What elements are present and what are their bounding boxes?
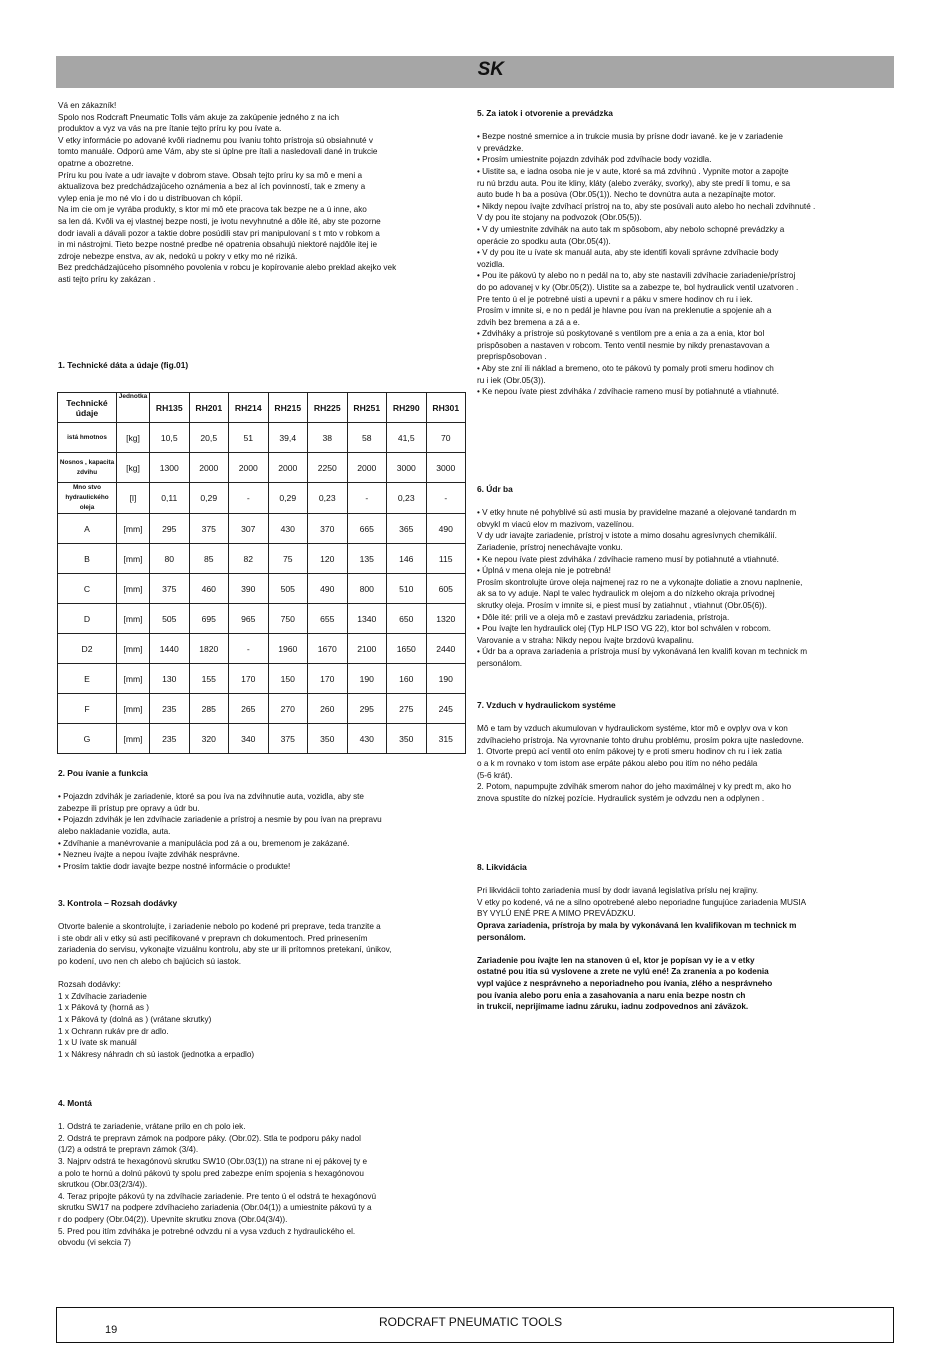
text-line: 340 (229, 724, 269, 754)
text-line: 270 (268, 694, 308, 724)
text-line: Otvorte balenie a skontrolujte, i zariadenie nebolo po kodené pri preprave, teda tranzite a (58, 922, 381, 932)
text-line: • Aby ste zní ili náklad a bremeno, oto te pákovú ty pomaly proti smeru hodinov ch (477, 364, 774, 374)
text-line: 307 (229, 514, 269, 544)
text-line: RH201 (189, 393, 229, 423)
page-number: 19 (105, 1324, 118, 1336)
text-line: 155 (189, 664, 229, 694)
text-line: 235 (150, 724, 190, 754)
section7-title: 7. Vzduch v hydraulickom systéme (477, 700, 616, 710)
table-row (58, 514, 466, 544)
text-line: vypl vajúce z nesprávneho a neporiadneho pou ívania, zlého a nesprávneho (477, 978, 773, 988)
text-line: 190 (426, 664, 466, 694)
text-line: BY VYLÚ ENÉ PRE A MIMO PREVÁDZKU. (477, 909, 636, 919)
text-line: in mi nástrojmi. Tieto bezpe nostné predbe né opatrenia obsahujú niektoré najdôle itej ie (58, 240, 378, 250)
text-line: 605 (426, 574, 466, 604)
text-line: • V dy pou ite u ívate sk manuál auta, aby ste identifi kovali správne zdvíhacie body (477, 248, 779, 258)
text-line: • Ke nepou ívate piest zdviháka / zdvíhacie rameno musí by potiahnuté a vtiahnuté. (477, 554, 779, 564)
text-line: 800 (347, 574, 387, 604)
section5-title: 5. Za iatok i otvorenie a prevádzka (477, 108, 613, 118)
text-line: • V dy umiestnite zdvihák na auto tak m spôsobom, aby nebolo schopné prevádzky a (477, 224, 785, 234)
text-line: 170 (308, 664, 348, 694)
text-line: 505 (150, 604, 190, 634)
text-line: zdvíhacieho prístroja. Na vyrovnanie tohto druhu problému, prosím pokra ujte nasledovne. (477, 735, 804, 745)
text-line: 2000 (347, 453, 387, 483)
text-line: Pre tento ú el je potrebné uisti a upevni r a páku v smere hodinov ch ru i iek. (477, 294, 753, 304)
text-line: A (58, 514, 117, 544)
text-line: 295 (150, 514, 190, 544)
text-line: produktov a vyz va vás na pre ítanie tejto príru ky pou ívate a. (58, 124, 282, 134)
text-line: G (58, 724, 117, 754)
text-line: • Pojazdn zdvihák je len zdvíhacie zariadenie a prístroj a nesmie by pou ívan na prepravu (58, 815, 382, 825)
table-row (58, 634, 466, 664)
text-line: Nosnos , kapacita zdvihu (58, 453, 117, 483)
text-line: vozidla. (477, 259, 505, 269)
table-row (58, 544, 466, 574)
table-row (58, 453, 466, 483)
text-line: • Zdvíhanie a manévrovanie a manipulácia pod zá a ou, bremenom je zakázané. (58, 838, 350, 848)
text-line: 75 (268, 544, 308, 574)
text-line: [mm] (117, 514, 150, 544)
text-line: [kg] (117, 453, 150, 483)
technical-data-table (57, 392, 466, 754)
text-line: (5-6 krát). (477, 770, 513, 780)
text-line: 460 (189, 574, 229, 604)
text-line: ru nú brzdu auta. Pou ite kliny, kláty (alebo zveráky, svorky), aby ste predí li tomu, e sa (477, 178, 791, 188)
text-line: obvykl m viacú elov m mazivom, vazelínou. (477, 519, 634, 529)
text-line: 285 (189, 694, 229, 724)
text-line: [mm] (117, 634, 150, 664)
text-line: 3000 (426, 453, 466, 483)
text-line: 1 x Zdvíhacie zariadenie (58, 991, 147, 1001)
text-line: personálom. (477, 932, 526, 942)
section3-title: 3. Kontrola – Rozsah dodávky (58, 898, 178, 908)
text-line: 41,5 (387, 423, 427, 453)
text-line: - (229, 634, 269, 664)
text-line: • Uistite sa, e iadna osoba nie je v aute, ktoré sa má zdvihnú . Vypnite motor a zapojte (477, 166, 789, 176)
table-row (58, 664, 466, 694)
text-line: 965 (229, 604, 269, 634)
text-line: [l] (117, 483, 150, 514)
text-line: 245 (426, 694, 466, 724)
text-line: • Bezpe nostné smernice a in trukcie musia by prísne dodr iavané. ke je v zariadenie (477, 132, 783, 142)
text-line: 0,11 (150, 483, 190, 514)
text-line: 1300 (150, 453, 190, 483)
text-line: • Úplná v mena oleja nie je potrebná! (477, 566, 611, 576)
header-bar (56, 56, 894, 88)
text-line: 695 (189, 604, 229, 634)
text-line: alebo nakladanie vozidla, auta. (58, 826, 171, 836)
text-line: Spolo nos Rodcraft Pneumatic Tolls vám akuje za zakúpenie jedného z na ich (58, 112, 340, 122)
text-line: 1 x Nákresy náhradn ch sú iastok (jednotka a erpadlo) (58, 1049, 255, 1059)
text-line: 0,29 (268, 483, 308, 514)
text-line: RH214 (229, 393, 269, 423)
text-line: 3. Najprv odstrá te hexagónovú skrutku SW10 (Obr.03(1)) na strane ni ej pákovej ty e (58, 1156, 368, 1166)
text-line: • Prosím taktie dodr iavajte bezpe nostné informácie o produkte! (58, 861, 291, 871)
text-line: 3000 (387, 453, 427, 483)
text-line: r do podpery (Obr.04(2)). Upevnite skrutku znova (Obr.04(3/4)). (58, 1214, 288, 1224)
text-line: v prevádzke. (477, 143, 524, 153)
text-line: 370 (308, 514, 348, 544)
text-line: • Pou ite pákovú ty alebo no n pedál na to, aby ste nastavili zdvíhacie zariadenie/prístroj (477, 271, 796, 281)
table-row (58, 724, 466, 754)
text-line: 315 (426, 724, 466, 754)
section6-title: 6. Údr ba (477, 484, 513, 494)
text-line: 430 (268, 514, 308, 544)
text-line: 650 (387, 604, 427, 634)
page-footer (56, 1307, 894, 1343)
text-line: - (229, 483, 269, 514)
text-line: 2000 (189, 453, 229, 483)
text-line: 1 x Páková ty (dolná as ) (vrátane skrutky) (58, 1014, 212, 1024)
text-line: 1440 (150, 634, 190, 664)
text-line: Mô e tam by vzduch akumulovan v hydraulickom systéme, ktor mô e ovplyv ova v kon (477, 724, 788, 734)
text-line: 655 (308, 604, 348, 634)
text-line: Prosím v imnite si, e no n pedál je hlavne pou ívan na preklenutie a spojenie ah a (477, 306, 772, 316)
table-row (58, 694, 466, 724)
text-line: dodr iavali a dávali pozor a taktie dobre posúdili stav pri manipulovaní s t mto v robkom a (58, 228, 380, 238)
text-line: 2000 (268, 453, 308, 483)
text-line: D (58, 604, 117, 634)
text-line: [mm] (117, 694, 150, 724)
text-line: F (58, 694, 117, 724)
text-line: 260 (308, 694, 348, 724)
text-line: 430 (347, 724, 387, 754)
text-line: Vá en zákazník! (58, 101, 117, 110)
text-line: 295 (347, 694, 387, 724)
text-line: istá hmotnos (58, 423, 117, 453)
text-line: zdvih bez bremena a zá a e. (477, 317, 580, 327)
text-line: preprispôsobovan . (477, 352, 547, 362)
text-line: pou ívania alebo poru enia a zasahovania a naru enia bezpe nostn ch (477, 990, 746, 1000)
text-line: 2440 (426, 634, 466, 664)
text-line: aktualizova bez predchádzajúceho oznámenia a bez al ích povinností, tak e zmeny a (58, 182, 366, 192)
text-line: Prosím skontrolujte úrove oleja najmenej raz ro ne a vykonajte doliatie a znovu naplnenie, (477, 577, 803, 587)
text-line: 1650 (387, 634, 427, 664)
text-line: 275 (387, 694, 427, 724)
text-line: a polo te hornú a dolnú pákovú ty spolu pred zabezpe ením spojenia s hexagónovou (58, 1168, 364, 1178)
text-line: Zariadenie, prístroj nenechávajte vonku. (477, 542, 623, 552)
text-line: [mm] (117, 664, 150, 694)
text-line: 2. Odstrá te prepravn zámok na podpore páky. (Obr.02). Stla te podporu páky nadol (58, 1133, 361, 1143)
text-line: 4. Teraz pripojte pákovú ty na zdvíhacie zariadenie. Pre tento ú el odstrá te hexagónovú (58, 1191, 376, 1201)
text-line: Bez predchádzajúceho písomného povolenia v robcu je kopírovanie alebo preklad akejko vek (58, 263, 397, 273)
text-line: 2100 (347, 634, 387, 664)
text-line: 1960 (268, 634, 308, 664)
text-line: do po adovanej v ky (Obr.05(2)). Uistite sa a zabezpe te, bol hydraulick ventil uzatvoren . (477, 282, 799, 292)
text-line: 1340 (347, 604, 387, 634)
section4 (58, 1098, 466, 1249)
text-line: obvodu (vi sekcia 7) (58, 1238, 131, 1248)
text-line: RH135 (150, 393, 190, 423)
text-line: 80 (150, 544, 190, 574)
text-line: 135 (347, 544, 387, 574)
text-line: 0,29 (189, 483, 229, 514)
text-line: 20,5 (189, 423, 229, 453)
text-line: 1320 (426, 604, 466, 634)
text-line: Mno stvo hydraulického oleja (58, 483, 117, 514)
text-line: 58 (347, 423, 387, 453)
text-line: V etky po kodené, vá ne a silno opotrebené alebo neporiadne fungujúce zariadenia MUSIA (477, 897, 807, 907)
text-line: zabezpe ili prístup pre opravy a údr bu. (58, 803, 200, 813)
text-line: 320 (189, 724, 229, 754)
section8 (477, 862, 887, 1013)
text-line: skrutkou (Obr.03(2/3/4)). (58, 1180, 148, 1190)
text-line: 190 (347, 664, 387, 694)
text-line: • Pojazdn zdvihák je zariadenie, ktoré sa pou íva na zdvihnutie auta, vozidla, aby ste (58, 792, 364, 802)
text-line: RH301 (426, 393, 466, 423)
text-line: 375 (150, 574, 190, 604)
text-line: 39,4 (268, 423, 308, 453)
text-line: ru i iek (Obr.05(3)). (477, 375, 546, 385)
text-line: • Zdviháky a prístroje sú poskytované s ventilom pre a enia a za a enia, ktor bol (477, 329, 765, 339)
text-line: 170 (229, 664, 269, 694)
text-line: in trukcií, neprijímame iadnu záruku, iadnu zodpovednos ani záväzok. (477, 1002, 749, 1012)
text-line: tomto manuále. Odporú ame Vám, aby ste si úplne pre ítali a nasledovali dané in trukcie (58, 147, 378, 157)
text-line: Na im cie om je vyrába produkty, s ktor mi mô ete pracova tak bezpe ne a ú inne, ako (58, 205, 367, 215)
text-line: 510 (387, 574, 427, 604)
text-line: [kg] (117, 423, 150, 453)
text-line: Pri likvidácii tohto zariadenia musí by dodr iavaná legislatíva príslu nej krajiny. (477, 886, 759, 896)
text-line: po kodení, uvo nen ch alebo ch bajúcich sú iastok. (58, 956, 241, 966)
text-line: E (58, 664, 117, 694)
text-line: operácie zo spodku auta (Obr.05(4)). (477, 236, 611, 246)
text-line: V etky informácie po adované kvôli riadnemu pou ívaniu tohto prístroja sú obsiahnuté v (58, 135, 373, 145)
text-line: RH225 (308, 393, 348, 423)
text-line: 150 (268, 664, 308, 694)
text-line: 750 (268, 604, 308, 634)
text-line: ak sa to vy aduje. Napl te valec hydraulick m olejom a do nízkeho okraja prívodnej (477, 589, 775, 599)
text-line: V dy udr iavajte zariadenie, prístroj v istote a mimo dosahu agresívnych chemikálií. (477, 531, 777, 541)
text-line: 130 (150, 664, 190, 694)
text-line: 85 (189, 544, 229, 574)
text-line: personálom. (477, 658, 523, 668)
text-line: 350 (387, 724, 427, 754)
language-code: SK (477, 59, 504, 80)
text-line: Zariadenie pou ívajte len na stanoven ú el, ktor je popísan vy ie a v etky (477, 955, 755, 965)
text-line: 665 (347, 514, 387, 544)
text-line: 1 x Ochrann rukáv pre dr adlo. (58, 1026, 169, 1036)
text-line: V dy pou ite stojany na podvozok (Obr.05(5)). (477, 213, 642, 223)
text-line: 505 (268, 574, 308, 604)
text-line: opatrne a obozretne. (58, 158, 134, 168)
text-line: 51 (229, 423, 269, 453)
text-line: Varovanie a v straha: Nikdy nepou ívajte brzdovú kvapalinu. (477, 635, 694, 645)
text-line: 365 (387, 514, 427, 544)
text-line: 120 (308, 544, 348, 574)
text-line: • Ke nepou ívate piest zdviháka / zdvíhacie rameno musí by potiahnuté a vtiahnuté. (477, 387, 779, 397)
text-line: 1. Otvorte prepú ací ventil oto ením pákovej ty e proti smeru hodinov ch ru i iek zatia (477, 747, 782, 757)
text-line: [mm] (117, 574, 150, 604)
text-line: 2250 (308, 453, 348, 483)
text-line: D2 (58, 634, 117, 664)
text-line: 115 (426, 544, 466, 574)
text-line: 38 (308, 423, 348, 453)
table-row (58, 483, 466, 514)
table-row (58, 423, 466, 453)
text-line: 0,23 (308, 483, 348, 514)
text-line: Príru ku pou ívate a udr iavajte v dobrom stave. Obsah tejto príru ky sa mô e meni a (58, 170, 362, 180)
table-row (58, 604, 466, 634)
table-header-row (58, 393, 466, 423)
text-line: Oprava zariadenia, prístroja by mala by vykonávaná len kvalifikovan m technick m (477, 920, 797, 930)
text-line: • Pou ívajte len hydraulick olej (Typ HLP ISO VG 22), ktor bol schválen v robcom. (477, 624, 771, 634)
text-line: zdroje nebezpe enstva, av ak, nedokú u pokry v etky mo né riziká. (58, 251, 298, 261)
text-line: Jednotka (117, 393, 150, 423)
text-line: prispôsoben a nastaven v robcom. Tento ventil nesmie by nikdy prenastavovan a (477, 340, 770, 350)
text-line: skrutky oleja. Prosím v imnite si, e piest musí by zatiahnut , vtiahnut (Obr.05(6)). (477, 600, 767, 610)
text-line: • Prosím umiestnite pojazdn zdvihák pod zdvíhacie body vozidla. (477, 155, 712, 165)
text-line: • Dôle ité: prili ve a oleja mô e zastavi prevádzku zariadenia, prístroja. (477, 612, 730, 622)
text-line: o a k m rovnako v tom istom ase erpáte pákou alebo pou itím no ného pedála (477, 758, 758, 768)
text-line: 2. Potom, napumpujte zdvihák smerom nahor do jeho maximálnej v ky predt m, ako ho (477, 782, 792, 792)
section7 (477, 700, 887, 804)
text-line: 82 (229, 544, 269, 574)
section5 (477, 108, 887, 398)
text-line: 0,23 (387, 483, 427, 514)
text-line: • Nikdy nepou ívajte zdvíhací prístroj na to, aby ste posúvali auto alebo ho nechali zdvihnuté . (477, 201, 816, 211)
text-line: [mm] (117, 724, 150, 754)
text-line: 390 (229, 574, 269, 604)
text-line: RH215 (268, 393, 308, 423)
section2-title: 2. Pou ívanie a funkcia (58, 768, 148, 778)
text-line: RH251 (347, 393, 387, 423)
text-line: znova spustíte do nízkej pozície. Hydraulick systém je odvzdu nen a odplynen . (477, 793, 765, 803)
text-line: 5. Pred pou itím zdviháka je potrebné odvzdu ni a vysa vzduch z hydraulického el. (58, 1226, 356, 1236)
text-line: 350 (308, 724, 348, 754)
text-line: - (426, 483, 466, 514)
text-line: 1 x Páková ty (horná as ) (58, 1003, 150, 1013)
text-line: vylep enia je mo né vlo i do u distribuovan ch kópií. (58, 193, 243, 203)
text-line: 160 (387, 664, 427, 694)
text-line: Rozsah dodávky: (58, 980, 121, 990)
text-line: 375 (189, 514, 229, 544)
text-line: [mm] (117, 604, 150, 634)
table-row (58, 574, 466, 604)
text-line: asti tejto príru ky zakázan . (58, 274, 156, 284)
text-line: 146 (387, 544, 427, 574)
text-line: 1670 (308, 634, 348, 664)
section2 (58, 768, 466, 872)
text-line: ostatné pou itia sú vyslovene a zrete ne vylú ené! Za zranenia a po kodenia (477, 967, 769, 977)
section8-title: 8. Likvidácia (477, 862, 527, 872)
text-line: B (58, 544, 117, 574)
text-line: • Nezneu ívajte a nepou ívajte zdvihák nesprávne. (58, 850, 240, 860)
text-line: Technické údaje (58, 393, 117, 423)
text-line: 490 (426, 514, 466, 544)
text-line: 1. Technické dáta a údaje (fig.01) (58, 360, 189, 370)
text-line: RH290 (387, 393, 427, 423)
text-line: - (347, 483, 387, 514)
text-line: 490 (308, 574, 348, 604)
section4-title: 4. Montá (58, 1098, 92, 1108)
text-line: 10,5 (150, 423, 190, 453)
section6 (477, 484, 887, 670)
section1-heading (58, 360, 466, 372)
text-line: 1 x U ívate sk manuál (58, 1038, 137, 1048)
text-line: skrutku SW17 na podpere zdvíhacieho zariadenia (Obr.04(1)) a umiestnite pákovú ty a (58, 1203, 372, 1213)
text-line: C (58, 574, 117, 604)
brand-name: RODCRAFT PNEUMATIC TOOLS (379, 1315, 563, 1329)
text-line: • V etky hnute né pohyblivé sú asti musia by pravidelne mazané a olejované tandardn m (477, 508, 797, 518)
intro-text (58, 100, 466, 286)
text-line: auto bude h ba a posúva (Obr.05(1)). Necho te dovnútra auta a nezapínajte motor. (477, 190, 776, 200)
text-line: [mm] (117, 544, 150, 574)
text-line: 2000 (229, 453, 269, 483)
text-line: 265 (229, 694, 269, 724)
text-line: (1/2) a odstrá te prepravn zámok (3/4). (58, 1145, 199, 1155)
text-line: • Údr ba a oprava zariadenia a prístroja musí by vykonávaná len kvalifi kovan m technick m (477, 647, 808, 657)
text-line: 1820 (189, 634, 229, 664)
text-line: sa len dá. Kvôli va ej vlastnej bezpe nosti, je ivotu nevyhnutné a dôle ité, aby ste pozorne (58, 216, 381, 226)
text-line: 1. Odstrá te zariadenie, vrátane prilo en ch polo iek. (58, 1122, 246, 1132)
text-line: i ste obdr ali v etky sú asti pecifikované v prepravn ch dokumentoch. Pred prinesením (58, 933, 368, 943)
text-line: zariadenia do servisu, vykonajte vizuálnu kontrolu, aby ste ur ili prítomnos pretekaní, únikov, (58, 945, 392, 955)
text-line: 70 (426, 423, 466, 453)
text-line: 235 (150, 694, 190, 724)
text-line: 375 (268, 724, 308, 754)
section3 (58, 898, 466, 1060)
